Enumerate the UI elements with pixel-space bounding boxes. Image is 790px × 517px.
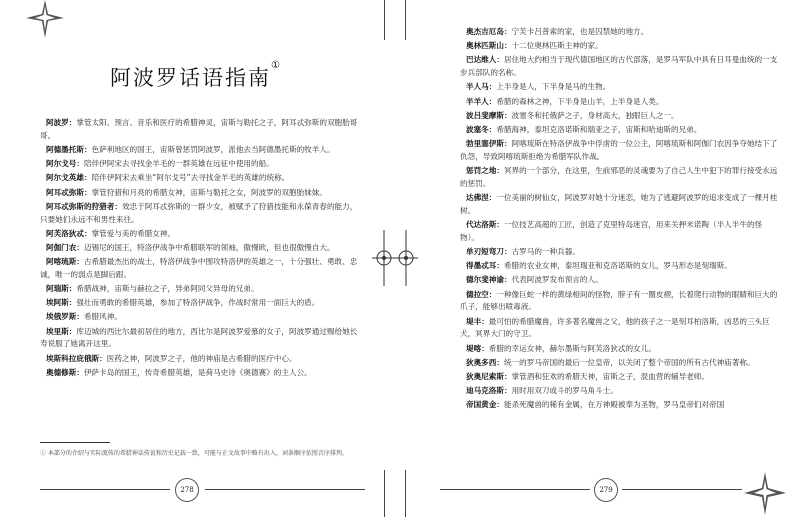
glossary-entry [40,228,360,241]
footnote-divider [40,442,110,443]
glossary-term: 奥杰吉厄岛 [466,27,504,36]
glossary-definition: 希腊的农业女神，泰坦瑞亚和克洛诺斯的女儿，罗马形态是刻瑞斯。 [503,261,732,271]
term-separator: ： [503,371,512,381]
glossary-term: 阿耳忒弥斯 [46,187,84,197]
right-page [400,0,790,517]
term-separator: ： [83,144,92,154]
glossary-definition: 掌管狩猎和月亮的希腊女神，宙斯与勒托之女，阿波罗的双胞胎妹妹。 [91,187,327,197]
glossary-definition: 迈锡尼的国王，特洛伊战争中希腊联军的领袖，傲慢欧，但也很傲慢自大。 [83,242,335,252]
glossary-definition: 阿喀琉斯在特洛伊战争中俘虏的一位公主，阿喀琉斯和阿伽门农因争夺她结下了仇怨，导致阿喀琉斯拒绝为希腊军队作战。 [460,139,778,161]
term-separator: ： [496,220,504,230]
glossary-entry [40,326,360,352]
page-title [110,62,290,92]
glossary-entry [40,117,360,143]
glossary-term: 埃里斯 [46,326,69,336]
glossary-definition: 一种像巨蛇一样的黄绿相间的怪物，脖子有一圈皮褶，长着爬行动物的眼睛和巨大的爪子，能够出喷毒液。 [460,289,778,312]
footnote: ① 本部分的介绍与实际流传的希腊神话传说和历史记载一致，可能与正文故事中略有出入，词条顺序依照音序排列。 [40,450,348,457]
glossary-definition: 用时用双刀或斗的罗马角斗士。 [511,386,618,396]
glossary-definition: 冥界的一个部分，在这里，生前邪恶的灵魂要为了自己人生中犯下的罪行接受永远的惩罚。 [460,166,778,188]
glossary-term: 波吕斐摩斯 [466,110,504,120]
glossary-term: 迪马克洛斯 [466,386,504,396]
glossary-definition: 宁芙卡吕普索的家，也是囚禁她的地方。 [511,27,649,36]
glossary-term: 代达洛斯 [466,220,497,230]
glossary-definition: 上半身是人，下半身是马的生物。 [496,82,611,92]
glossary-definition: 掌管酒和狂欢的希腊天神，宙斯之子，混血营的辅导老师。 [511,371,709,381]
glossary-entry [40,297,360,310]
term-separator: ： [83,173,92,183]
glossary-term: 奥林匹斯山 [466,41,504,51]
term-separator: ： [503,27,512,36]
glossary-entry [460,40,778,53]
glossary-definition: 统一的罗马帝国的最后一位皇帝，以关闭了整个帝国的所有古代神庙著称。 [503,357,755,367]
glossary-term: 阿芙洛狄忒 [46,228,84,238]
glossary-entry [460,219,778,245]
glossary-term: 惩罚之地 [466,166,497,176]
glossary-entry [460,81,778,94]
glossary-definition: 希腊的幸运女神，赫尔墨斯与阿芙洛狄忒的女儿。 [488,343,656,353]
glossary-term: 埃斯科拉庇俄斯 [46,353,100,363]
term-separator: ： [503,275,512,285]
glossary-definition: 古希腊最杰出的战士，特洛伊战争中围攻特洛伊的英雄之一，十分强壮、勇敢、忠诚，唯一的弱点是脚后跟。 [40,257,358,279]
glossary-entry [40,353,360,366]
glossary-entry [40,201,360,227]
glossary-term: 埃阿斯 [46,298,69,308]
bottom-ornament-line-right [440,489,590,490]
glossary-entry [460,138,778,164]
term-separator: ： [503,110,512,120]
bottom-ornament-line-left [40,489,170,490]
glossary-term: 勃里塞伊斯 [466,139,504,149]
term-separator: ： [488,124,497,134]
glossary-definition: 陪伴伊阿宋去寻找金羊毛的一群英雄在远征中使用的船。 [83,159,274,169]
title-text: 阿波罗话语指南 [110,66,271,90]
glossary-term: 得墨忒耳 [466,261,497,271]
glossary-list-left [40,117,360,381]
glossary-term: 阿耳忒弥斯的狩猎者 [46,201,115,211]
glossary-definition: 效忠于阿耳忒弥斯的一群少女，被赋予了狩猎技能和永葆青春的能力，只要她们永远不和男性来往。 [40,201,358,224]
glossary-term: 波塞冬 [466,124,489,134]
glossary-term: 阿波罗 [46,118,69,127]
term-separator: ： [503,386,512,396]
glossary-term: 奥德修斯 [46,367,77,377]
term-separator: ： [496,166,504,176]
glossary-definition: 陪伴伊阿宋去乘坐“阿尔戈号”去寻找金羊毛的英雄的统称。 [91,173,290,183]
glossary-entry [460,110,778,123]
glossary-entry [460,289,778,315]
glossary-entry [460,371,778,384]
bottom-ornament-line-left-2 [205,489,365,490]
glossary-definition: 波塞冬和托俄萨之子，身材高大，独眼巨人之一。 [511,110,679,120]
term-separator: ： [503,139,512,149]
glossary-entry [460,246,778,259]
term-separator: ： [488,289,497,299]
glossary-term: 阿喀琉斯 [46,257,77,267]
glossary-entry [460,54,778,80]
glossary-entry [460,26,778,39]
term-separator: ： [114,201,122,211]
glossary-term: 半羊人 [466,96,489,106]
glossary-definition: 最可怕的希腊魔兽，许多著名魔兽之父，他的孩子之一是刻耳柏洛斯，凶恶的三头巨犬，冥界大门的守卫。 [460,316,770,339]
glossary-term: 半人马 [466,82,489,92]
glossary-term: 狄奥多西 [466,357,497,367]
term-separator: ： [99,353,107,363]
glossary-entry [460,357,778,370]
glossary-definition: 掌管太阳、预言、音乐和医疗的希腊神灵，宙斯与勒托之子，阿耳忒弥斯的双胞胎哥哥。 [40,118,358,140]
term-separator: ： [488,96,497,106]
glossary-entry [460,316,778,342]
term-separator: ： [488,193,497,203]
glossary-definition: 居住地大约相当于现代德国地区的古代部落，是罗马军队中具有日耳曼血统的一支步兵部队的名称。 [460,55,778,78]
glossary-definition: 强壮而勇敢的希腊英雄，参加了特洛伊战争，作战时常用一面巨大的盾。 [76,298,320,308]
glossary-entry [40,367,360,380]
glossary-definition: 伊萨卡岛的国王，传奇希腊英雄，是荷马史诗《奥德赛》的主人公。 [83,367,312,377]
glossary-entry [40,158,360,171]
term-separator: ： [83,228,92,238]
glossary-definition: 一位技艺高超的工匠，创造了克里特岛迷宫，用来关押米诺陶（半人半牛的怪物）。 [460,220,763,242]
glossary-definition: 古罗马的一种兵器。 [511,247,580,257]
title-footnote-marker: ① [271,60,282,71]
term-separator: ： [481,343,489,353]
term-separator: ： [503,247,512,257]
glossary-entry [40,144,360,157]
glossary-definition: 十二位奥林匹斯主神的家。 [511,41,603,51]
glossary-definition: 色萨利地区的国王，宙斯曾惩罚阿波罗，派他去当阿德墨托斯的牧羊人。 [91,144,335,154]
glossary-list-right [460,26,778,414]
glossary-definition: 一位美丽的树仙女，阿波罗对她十分迷恋，她为了逃避阿波罗的追求变成了一棵月桂树。 [460,193,778,215]
glossary-entry [460,96,778,109]
glossary-entry [460,165,778,191]
term-separator: ： [503,41,512,51]
page-number-left: 278 [175,478,199,502]
glossary-entry [460,399,778,412]
glossary-term: 阿尔戈号 [46,159,77,169]
glossary-definition: 希腊海神，泰坦克洛诺斯和瑞亚之子，宙斯和哈迪斯的兄弟。 [496,124,702,134]
term-separator: ： [76,312,84,322]
glossary-entry [460,385,778,398]
glossary-term: 堤丰 [466,316,482,326]
glossary-definition: 希腊风神。 [83,312,122,322]
term-separator: ： [83,187,92,197]
glossary-definition: 希腊战神，宙斯与赫拉之子，异弟阿同父异母的兄弟。 [76,284,259,294]
glossary-term: 阿伽门农 [46,242,77,252]
glossary-entry [40,256,360,282]
term-separator: ： [68,118,77,127]
term-separator: ： [496,400,504,410]
gutter-line-left [384,0,385,40]
glossary-entry [460,124,778,137]
glossary-term: 堤喀 [466,343,482,353]
glossary-entry [40,172,360,185]
term-separator: ： [496,357,504,367]
glossary-entry [460,343,778,356]
term-separator: ： [68,298,77,308]
glossary-entry [40,242,360,255]
glossary-definition: 希腊的森林之神，下半身是山羊，上半身是人类。 [496,96,664,106]
term-separator: ： [68,326,77,336]
glossary-entry [460,192,778,218]
glossary-term: 帝国黄金 [466,400,497,410]
term-separator: ： [76,159,84,169]
glossary-term: 阿德墨托斯 [46,144,84,154]
term-separator: ： [76,242,84,252]
glossary-term: 德拉空 [466,289,489,299]
compass-star-ornament-top-left [20,0,70,40]
glossary-definition: 库迈城的西比尔最初居住的地方，西比尔是阿波罗爱慕的女子，阿波罗通过赐给她长寿说服了她离开这里。 [40,326,358,349]
glossary-entry [40,283,360,296]
term-separator: ： [496,55,504,65]
compass-star-ornament-bottom-right [742,470,788,517]
glossary-entry [40,187,360,200]
glossary-term: 巴达维人 [466,55,497,65]
gutter-line-left-bottom [384,470,385,517]
glossary-term: 单刃短弯刀 [466,247,504,257]
glossary-definition: 掌管爱与美的希腊女神。 [91,228,176,238]
page-number-right: 279 [594,478,618,502]
glossary-entry [40,311,360,324]
term-separator: ： [76,367,84,377]
glossary-entry [460,260,778,273]
glossary-term: 阿瑞斯 [46,284,69,294]
glossary-term: 狄奥尼索斯 [466,371,504,381]
bottom-ornament-line-right-2 [622,489,742,490]
glossary-term: 阿尔戈英雄 [46,173,84,183]
term-separator: ： [488,82,497,92]
glossary-term: 德尔斐神谕 [466,275,504,285]
term-separator: ： [496,261,504,271]
term-separator: ： [76,257,84,267]
term-separator: ： [68,284,77,294]
glossary-term: 埃俄罗斯 [46,312,77,322]
glossary-term: 达佛涅 [466,193,489,203]
glossary-definition: 能杀死魔兽的稀有金属，在万神殿被奉为圣物，罗马皇帝们对帝国 [503,400,725,410]
glossary-definition: 代表阿波罗发布预言的人。 [511,275,603,285]
term-separator: ： [481,316,489,326]
glossary-entry [460,274,778,287]
glossary-definition: 医药之神，阿波罗之子，他的神庙是古希腊的医疗中心。 [106,353,297,363]
